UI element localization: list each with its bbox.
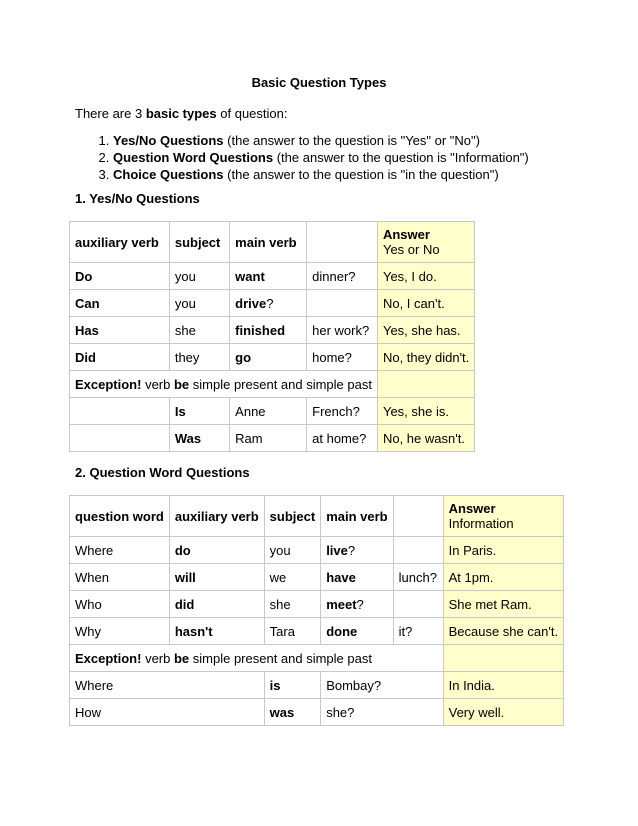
punctuation: ? [266, 295, 274, 311]
answer-cell: Because she can't. [443, 618, 563, 645]
table-cell: she? [321, 699, 443, 726]
answer-header: Answer [448, 501, 496, 516]
exception-label: Exception! [75, 650, 142, 666]
answer-cell: She met Ram. [443, 591, 563, 618]
table-cell: When [70, 564, 170, 591]
exception-cell [70, 645, 444, 672]
header-cell: main verb [321, 496, 393, 537]
table-row [70, 537, 564, 564]
table-cell: hasn't [169, 618, 264, 645]
exception-row [70, 645, 564, 672]
exception-label: Exception! [75, 376, 142, 392]
header-cell: auxiliary verb [70, 222, 170, 263]
table-cell: she [169, 317, 229, 344]
exception-verb: be [173, 376, 190, 392]
answer-cell: No, I can't. [377, 290, 474, 317]
list-item [113, 132, 529, 149]
table-cell: was [264, 699, 321, 726]
answer-subheader: Information [448, 516, 514, 531]
table-cell: Who [70, 591, 170, 618]
table-cell: Can [70, 290, 170, 317]
exception-text: simple present and simple past [189, 650, 372, 666]
table-cell: did [169, 591, 264, 618]
section-heading-yes-no: 1. Yes/No Questions [75, 191, 200, 206]
table-cell: Did [70, 344, 170, 371]
header-cell: subject [169, 222, 229, 263]
table-header-row [70, 496, 564, 537]
table-cell: they [169, 344, 229, 371]
table-cell: Anne [230, 398, 307, 425]
main-verb: live [326, 542, 348, 558]
table-cell: finished [230, 317, 307, 344]
table-cell: meet? [321, 591, 393, 618]
header-cell: subject [264, 496, 321, 537]
table-row [70, 290, 475, 317]
type-desc: (the answer to the question is "Information") [273, 150, 529, 165]
table-cell: Where [70, 537, 170, 564]
intro-prefix: There are 3 [75, 106, 146, 121]
table-cell: you [169, 263, 229, 290]
table-row [70, 425, 475, 452]
main-verb: meet [326, 596, 357, 612]
answer-cell: Very well. [443, 699, 563, 726]
table-row [70, 564, 564, 591]
answer-cell: No, they didn't. [377, 344, 474, 371]
table-cell: at home? [307, 425, 378, 452]
table-cell: she [264, 591, 321, 618]
exception-text: verb [141, 650, 174, 666]
header-cell [307, 222, 378, 263]
table-cell: you [169, 290, 229, 317]
question-types-list [75, 132, 529, 183]
answer-cell: Yes, I do. [377, 263, 474, 290]
table-cell [393, 591, 443, 618]
type-name: Yes/No Questions [113, 133, 224, 148]
section-heading-question-word: 2. Question Word Questions [75, 465, 250, 480]
table-cell: done [321, 618, 393, 645]
table-cell: want [230, 263, 307, 290]
answer-cell: Yes, she has. [377, 317, 474, 344]
table-row [70, 699, 564, 726]
type-desc: (the answer to the question is "Yes" or "No") [223, 133, 480, 148]
exception-text: verb [141, 376, 174, 392]
table-cell: you [264, 537, 321, 564]
header-cell [393, 496, 443, 537]
table-cell: we [264, 564, 321, 591]
intro-suffix: of question: [216, 106, 288, 121]
answer-header-cell [377, 222, 474, 263]
table-cell: dinner? [307, 263, 378, 290]
table-row [70, 344, 475, 371]
table-cell: her work? [307, 317, 378, 344]
table-cell: do [169, 537, 264, 564]
answer-cell: In India. [443, 672, 563, 699]
table-cell: Has [70, 317, 170, 344]
table-cell: Where [70, 672, 265, 699]
table-cell: Ram [230, 425, 307, 452]
type-desc: (the answer to the question is "in the question") [223, 167, 499, 182]
table-cell: home? [307, 344, 378, 371]
table-row [70, 263, 475, 290]
table-cell [393, 537, 443, 564]
answer-cell: Yes, she is. [377, 398, 474, 425]
answer-header-cell [443, 496, 563, 537]
table-cell [70, 425, 170, 452]
header-cell: question word [70, 496, 170, 537]
type-name: Question Word Questions [113, 150, 274, 165]
table-cell: lunch? [393, 564, 443, 591]
table-cell: will [169, 564, 264, 591]
type-name: Choice Questions [113, 167, 224, 182]
table-header-row [70, 222, 475, 263]
question-word-table [69, 495, 564, 726]
table-row [70, 672, 564, 699]
table-row [70, 317, 475, 344]
answer-cell: In Paris. [443, 537, 563, 564]
table-row [70, 591, 564, 618]
answer-cell: No, he wasn't. [377, 425, 474, 452]
table-row [70, 398, 475, 425]
table-cell: Was [169, 425, 229, 452]
exception-text: simple present and simple past [189, 376, 372, 392]
exception-row [70, 371, 475, 398]
table-cell: is [264, 672, 321, 699]
answer-cell [443, 645, 563, 672]
table-cell [307, 290, 378, 317]
table-cell [230, 290, 307, 317]
table-cell: Do [70, 263, 170, 290]
answer-subheader: Yes or No [382, 242, 440, 257]
table-cell: Is [169, 398, 229, 425]
list-item [113, 166, 529, 183]
table-cell: go [230, 344, 307, 371]
table-cell [70, 398, 170, 425]
list-item [113, 149, 529, 166]
table-cell: live? [321, 537, 393, 564]
exception-cell [70, 371, 378, 398]
table-cell: How [70, 699, 265, 726]
table-cell: Tara [264, 618, 321, 645]
answer-header: Answer [382, 227, 430, 242]
yes-no-table [69, 221, 475, 452]
header-cell: main verb [230, 222, 307, 263]
answer-cell [377, 371, 474, 398]
intro-sentence [75, 106, 287, 121]
answer-cell: At 1pm. [443, 564, 563, 591]
intro-bold: basic types [145, 106, 217, 121]
table-cell: have [321, 564, 393, 591]
table-cell: Why [70, 618, 170, 645]
table-cell: it? [393, 618, 443, 645]
table-cell: Bombay? [321, 672, 443, 699]
document-title: Basic Question Types [251, 75, 387, 90]
table-row [70, 618, 564, 645]
main-verb: drive [235, 295, 267, 311]
header-cell: auxiliary verb [169, 496, 264, 537]
exception-verb: be [173, 650, 190, 666]
table-cell: French? [307, 398, 378, 425]
